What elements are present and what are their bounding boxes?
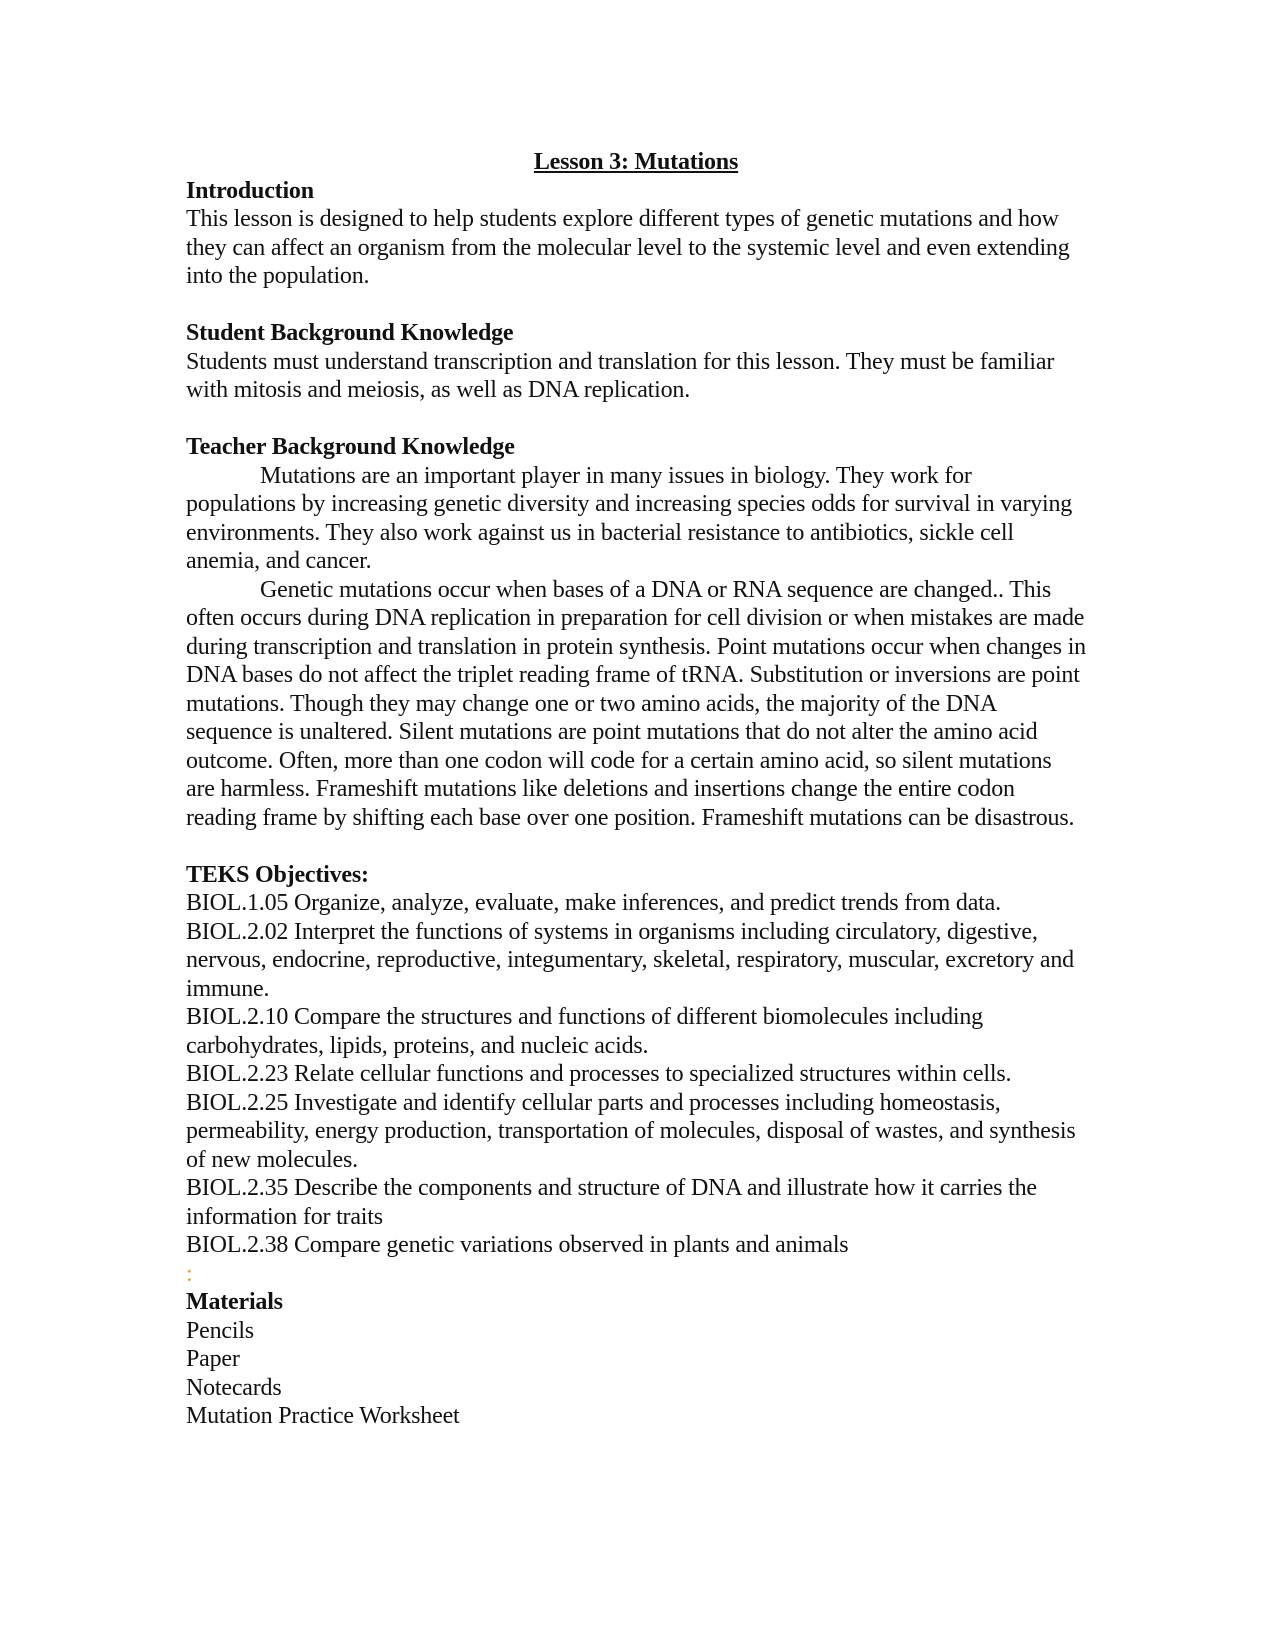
introduction-text: This lesson is designed to help students explore different types of genetic mutations and how they can affect an organism from the molecular level to the systemic level and even extending into the population. — [186, 206, 1070, 289]
teacher-background-paragraph: Genetic mutations occur when bases of a DNA or RNA sequence are changed.. This often occurs during DNA replication in preparation for cell division or when mistakes are made during transcription and translation in protein synthesis. Point mutations occur when changes in DNA bases do not affect the triplet reading frame of tRNA. Substitution or inversions are point mutations. Though they may change one or two amino acids, the majority of the DNA sequence is unaltered. Silent mutations are point mutations that do not alter the amino acid outcome. Often, more than one codon will code for a certain amino acid, so silent mutations are harmless. Frameshift mutations like deletions and insertions change the entire codon reading frame by shifting each base over one position. Frameshift mutations can be disastrous. — [186, 576, 1086, 831]
materials-item: Paper — [186, 1346, 240, 1372]
lesson-title: Lesson 3: Mutations — [533, 149, 739, 175]
teks-heading: TEKS Objectives: — [186, 861, 369, 888]
teks-item: BIOL.2.25 Investigate and identify cellular parts and processes including homeostasis, permeability, energy production, transportation of molecules, disposal of wastes, and synthesis of new molecules. — [186, 1089, 1076, 1173]
teks-item: BIOL.1.05 Organize, analyze, evaluate, make inferences, and predict trends from data. — [186, 890, 1001, 916]
spacer — [186, 405, 1086, 434]
stray-colon: : — [186, 1260, 193, 1287]
student-background-text: Students must understand transcription and translation for this lesson. They must be familiar with mitosis and meiosis, as well as DNA replication. — [186, 348, 1055, 403]
student-background-heading: Student Background Knowledge — [186, 320, 514, 346]
materials-item: Mutation Practice Worksheet — [186, 1403, 460, 1429]
materials-item: Pencils — [186, 1317, 254, 1344]
teks-item: BIOL.2.10 Compare the structures and functions of different biomolecules including carbohydrates, lipids, proteins, and nucleic acids. — [186, 1004, 983, 1059]
materials-item: Notecards — [186, 1374, 282, 1401]
teks-item: BIOL.2.35 Describe the components and structure of DNA and illustrate how it carries the information for traits — [186, 1175, 1037, 1230]
teks-item: BIOL.2.02 Interpret the functions of systems in organisms including circulatory, digestive, nervous, endocrine, reproductive, integumentary, skeletal, respiratory, muscular, excretory and immune. — [186, 918, 1074, 1002]
introduction-heading: Introduction — [186, 177, 314, 204]
teks-item: BIOL.2.38 Compare genetic variations observed in plants and animals — [186, 1232, 849, 1258]
teacher-background-paragraph: Mutations are an important player in many issues in biology. They work for populations by increasing genetic diversity and increasing species odds for survival in varying environments. They also work against us in bacterial resistance to antibiotics, sickle cell anemia, and cancer. — [186, 462, 1073, 574]
spacer — [186, 291, 1086, 320]
materials-heading: Materials — [186, 1289, 283, 1315]
teacher-background-heading: Teacher Background Knowledge — [186, 434, 515, 460]
spacer — [186, 832, 1086, 861]
teks-item: BIOL.2.23 Relate cellular functions and processes to specialized structures within cells. — [186, 1061, 1012, 1087]
document-page — [186, 148, 1086, 1431]
